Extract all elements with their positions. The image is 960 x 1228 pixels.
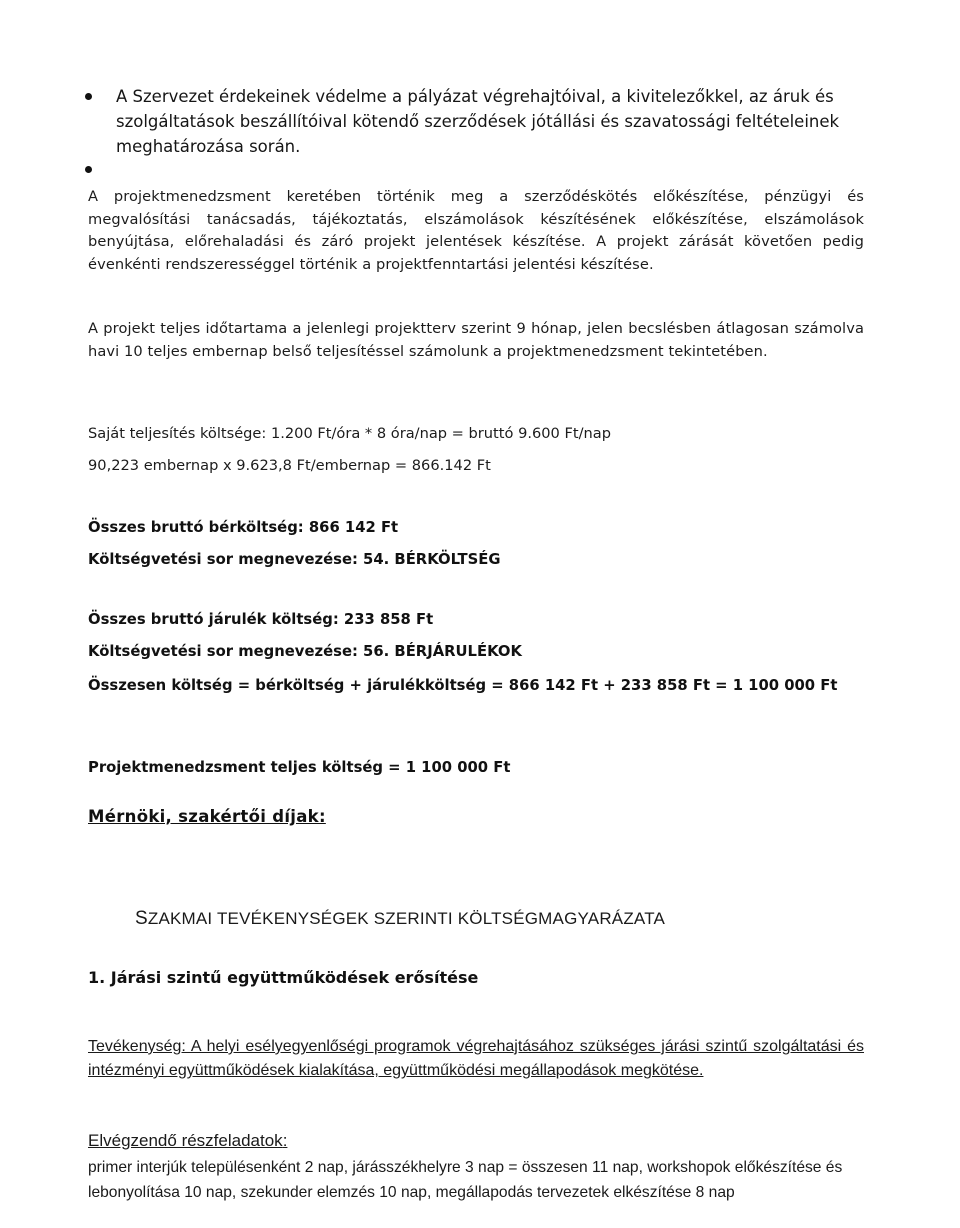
title-initial: S: [135, 908, 148, 929]
total-cost-formula: Összesen költség = bérköltség + járulékköltség = 866 142 Ft + 233 858 Ft = 1 100 000 Ft: [88, 677, 838, 694]
item1-heading: 1. Járási szintű együttműködések erősítése: [88, 968, 479, 987]
budget-line-56: Költségvetési sor megnevezése: 56. BÉRJÁRULÉKOK: [88, 643, 522, 660]
subtasks-label: Elvégzendő részfeladatok: [88, 1131, 283, 1150]
bullet-icon: [85, 166, 92, 173]
mandays-line: 90,223 embernap x 9.623,8 Ft/embernap = 866.142 Ft: [88, 457, 491, 474]
bullet-text: A Szervezet érdekeinek védelme a pályázat végrehajtóival, a kivitelezőkkel, az áruk és szolgáltatások beszállítóival kötendő szerződések jótállási és szavatossági feltételeinek meghatározása során.: [116, 87, 840, 156]
professional-costs-title: [135, 908, 864, 930]
pm-intro-paragraph: A projektmenedzsment keretében történik meg a szerződéskötés előkészítése, pénzügyi és megvalósítási tanácsadás, tájékoztatás, elszámolások készítésének előkészítése, elszámolások benyújtása, előrehaladási és záró projekt jelentések készítése. A projekt zárását követően pedig évenkénti rendszerességgel történik a projektfenntartási jelentési készítése.: [88, 188, 864, 273]
engineer-fees-heading: Mérnöki, szakértői díjak:: [88, 807, 326, 826]
activity-paragraph: Tevékenység: A helyi esélyegyenlőségi programok végrehajtásához szükséges járási szintű szolgáltatási és intézményi együttműködések kialakítása, együttműködési megállapodások megkötése.: [88, 1038, 864, 1079]
subtasks-heading: [88, 1131, 864, 1151]
pm-total-cost: Projektmenedzsment teljes költség = 1 100 000 Ft: [88, 759, 511, 776]
bullet-icon: [85, 93, 92, 100]
pm-duration-paragraph: A projekt teljes időtartama a jelenlegi projektterv szerint 9 hónap, jelen becslésben átlagosan számolva havi 10 teljes embernap belső teljesítéssel számolunk a projektmenedzsment tekintetében.: [88, 320, 864, 360]
gross-wage-total: Összes bruttó bérköltség: 866 142 Ft: [88, 519, 399, 536]
subtasks-colon: :: [282, 1131, 288, 1150]
bullet-item-empty: [116, 159, 864, 177]
bullet-item: [116, 84, 864, 159]
budget-line-54: Költségvetési sor megnevezése: 54. BÉRKÖLTSÉG: [88, 551, 501, 568]
bullet-list: [116, 84, 864, 177]
subtasks-text: primer interjúk településenként 2 nap, járásszékhelyre 3 nap = összesen 11 nap, workshopok előkészítése és lebonyolítása 10 nap, szekunder elemzés 10 nap, megállapodás tervezetek elkészítése 8 nap: [88, 1159, 843, 1201]
own-cost-line: Saját teljesítés költsége: 1.200 Ft/óra * 8 óra/nap = bruttó 9.600 Ft/nap: [88, 425, 611, 442]
gross-contribution-total: Összes bruttó járulék költség: 233 858 Ft: [88, 611, 434, 628]
title-rest: ZAKMAI TEVÉKENYSÉGEK SZERINTI KÖLTSÉGMAGYARÁZATA: [147, 909, 666, 928]
